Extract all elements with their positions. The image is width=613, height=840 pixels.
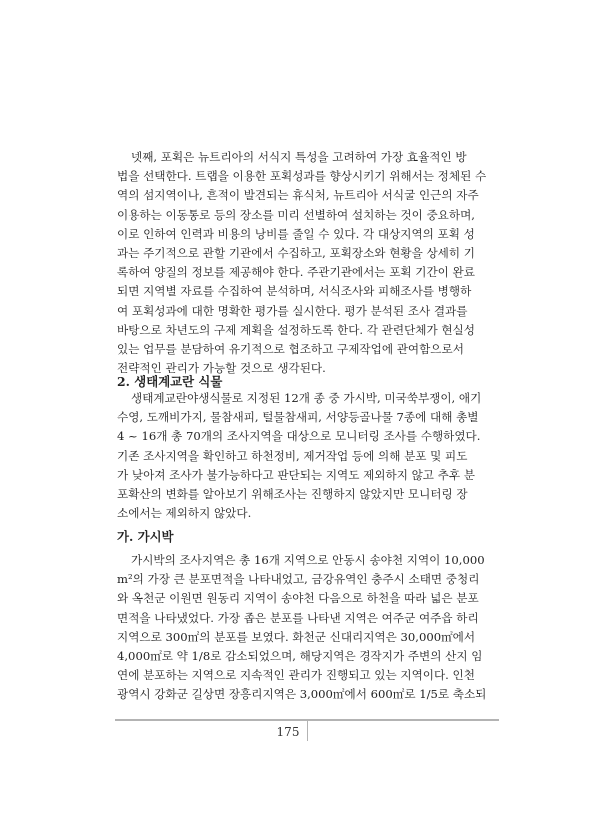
- text-line: 이용하는 이동통로 등의 장소를 미리 선별하여 설치하는 것이 중요하며,: [117, 207, 475, 222]
- page-number: 175: [276, 725, 300, 739]
- text-line: 소에서는 제외하지 않았다.: [117, 506, 252, 521]
- paragraph-gasibak: [117, 551, 499, 705]
- text-line: 와 옥천군 이원면 원동리 지역이 송야천 다음으로 하천을 따라 넓은 분포: [117, 591, 479, 606]
- section-heading-invasive-plants: 2. 생태계교란 식물: [117, 374, 223, 389]
- text-line: 연에 분포하는 지역으로 지속적인 관리가 진행되고 있는 지역이다. 인천: [117, 668, 475, 683]
- footer-divider-tick: [307, 719, 308, 741]
- text-line: 법을 선택한다. 트랩을 이용한 포획성과를 향상시키기 위해서는 정체된 수: [117, 169, 487, 184]
- subsection-heading-gasibak: 가. 가시박: [117, 529, 174, 544]
- text-line: 수영, 도깨비가지, 물참새피, 털물참새피, 서양등골나물 7종에 대해 총별: [117, 410, 479, 425]
- paragraph-fourth-point: [117, 148, 499, 378]
- text-line: m²의 가장 큰 분포면적을 나타내었고, 금강유역인 충주시 소태면 중청리: [117, 572, 480, 587]
- text-line: 역의 섬지역이나, 흔적이 발견되는 휴식처, 뉴트리아 서식굴 인근의 자주: [117, 188, 479, 203]
- text-line: 이로 인하여 인력과 비용의 낭비를 줄일 수 있다. 각 대상지역의 포획 성: [117, 226, 475, 241]
- text-line: 과는 주기적으로 관할 기관에서 수집하고, 포획장소와 현황을 상세히 기: [117, 246, 475, 261]
- text-line: 광역시 강화군 길상면 장흥리지역은 3,000㎡에서 600㎡로 1/5로 축소되: [117, 687, 487, 702]
- text-line: 넷째, 포획은 뉴트리아의 서식지 특성을 고려하여 가장 효율적인 방: [131, 150, 467, 164]
- paragraph-invasive-plants: [117, 389, 499, 523]
- text-line: 면적을 나타냈었다. 가장 좁은 분포를 나타낸 지역은 여주군 여주읍 하리: [117, 610, 479, 625]
- text-line: 4,000㎡로 약 1/8로 감소되었으며, 해당지역은 경작지가 주변의 산지 임: [117, 649, 483, 664]
- text-line: 되면 지역별 자료를 수집하여 분석하며, 서식조사와 피해조사를 병행하: [117, 284, 472, 299]
- text-line: 전략적인 관리가 가능할 것으로 생각된다.: [117, 361, 326, 376]
- text-line: 기존 조사지역을 확인하고 하천정비, 제거작업 등에 의해 분포 및 피도: [117, 448, 468, 463]
- text-line: 포확산의 변화를 알아보기 위해조사는 진행하지 않았지만 모니터링 장: [117, 487, 468, 502]
- text-line: 있는 업무를 분담하여 유기적으로 협조하고 구제작업에 관여함으로서: [117, 342, 464, 357]
- text-line: 록하여 양질의 정보를 제공해야 한다. 주관기관에서는 포획 기간이 완료: [117, 265, 475, 280]
- text-line: 가시박의 조사지역은 총 16개 지역으로 안동시 송야천 지역이 10,000: [131, 553, 485, 567]
- text-line: 가 낮아져 조사가 불가능하다고 판단되는 지역도 제외하지 않고 추후 분: [117, 467, 475, 482]
- text-line: 4 ~ 16개 총 70개의 조사지역을 대상으로 모니터링 조사를 수행하였다.: [117, 429, 481, 444]
- text-line: 생태계교란야생식물로 지정된 12개 종 중 가시박, 미국쑥부쟁이, 애기: [131, 391, 482, 405]
- text-line: 바탕으로 차년도의 구제 계획을 설정하도록 한다. 각 관련단체가 현실성: [117, 322, 475, 337]
- text-line: 여 포획성과에 대한 명확한 평가를 실시한다. 평가 분석된 조사 결과를: [117, 303, 468, 318]
- text-line: 지역으로 300㎡의 분포를 보였다. 화천군 신대리지역은 30,000㎡에서: [117, 629, 476, 644]
